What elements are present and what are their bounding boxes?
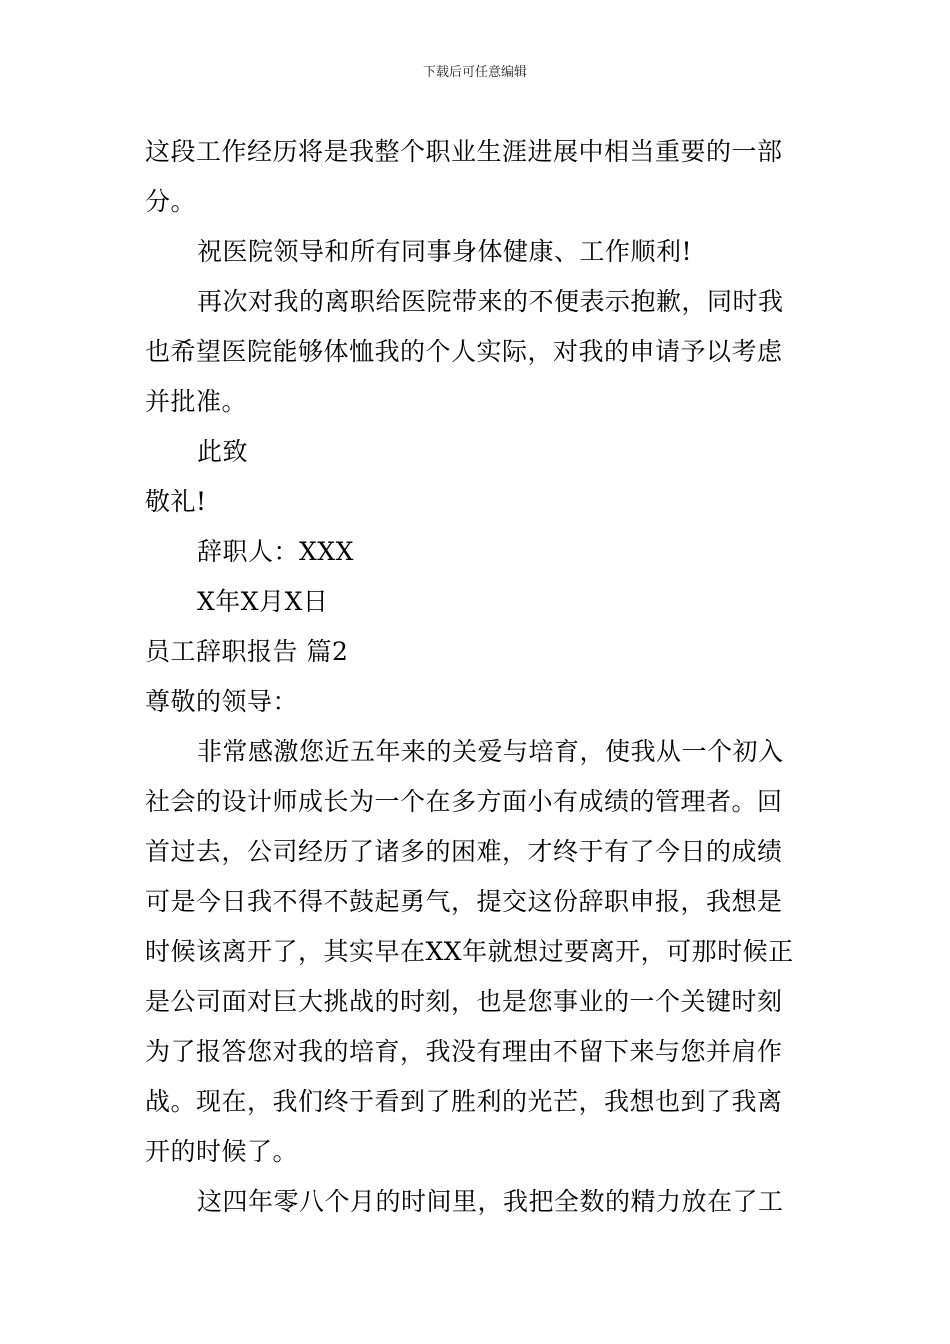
text-line: 时候该离开了，其实早在XX年就想过要离开，可那时候正	[145, 937, 794, 966]
text-line: 员工辞职报告 篇2	[145, 637, 349, 666]
text-line: 这段工作经历将是我整个职业生涯进展中相当重要的一部	[145, 137, 783, 166]
text-line: 首过去，公司经历了诸多的困难，才终于有了今日的成绩	[145, 837, 783, 866]
text-line: 并批准。	[145, 387, 248, 416]
text-line: 敬礼!	[145, 487, 207, 516]
text-line: 战。现在，我们终于看到了胜利的光芒，我想也到了我离	[145, 1087, 783, 1116]
text-line: 此致	[197, 437, 249, 466]
text-line: 社会的设计师成长为一个在多方面小有成绩的管理者。回	[145, 787, 783, 816]
document-body	[145, 127, 809, 1227]
text-line: 辞职人：XXX	[197, 537, 354, 566]
text-line: 也希望医院能够体恤我的个人实际，对我的申请予以考虑	[145, 337, 783, 366]
text-line: 为了报答您对我的培育，我没有理由不留下来与您并肩作	[145, 1037, 783, 1066]
text-line: 祝医院领导和所有同事身体健康、工作顺利!	[197, 237, 693, 266]
text-line: 尊敬的领导：	[145, 687, 299, 716]
text-line: X年X月X日	[197, 587, 329, 616]
text-line: 是公司面对巨大挑战的时刻，也是您事业的一个关键时刻	[145, 987, 783, 1016]
text-line: 再次对我的离职给医院带来的不便表示抱歉，同时我	[197, 287, 784, 316]
text-line: 可是今日我不得不鼓起勇气，提交这份辞职申报，我想是	[145, 887, 783, 916]
text-line: 开的时候了。	[145, 1137, 299, 1166]
page-header: 下载后可任意编辑	[422, 65, 527, 80]
text-line: 分。	[145, 187, 197, 216]
text-line: 这四年零八个月的时间里，我把全数的精力放在了工	[197, 1187, 784, 1216]
text-line: 非常感激您近五年来的关爱与培育，使我从一个初入	[197, 737, 784, 766]
